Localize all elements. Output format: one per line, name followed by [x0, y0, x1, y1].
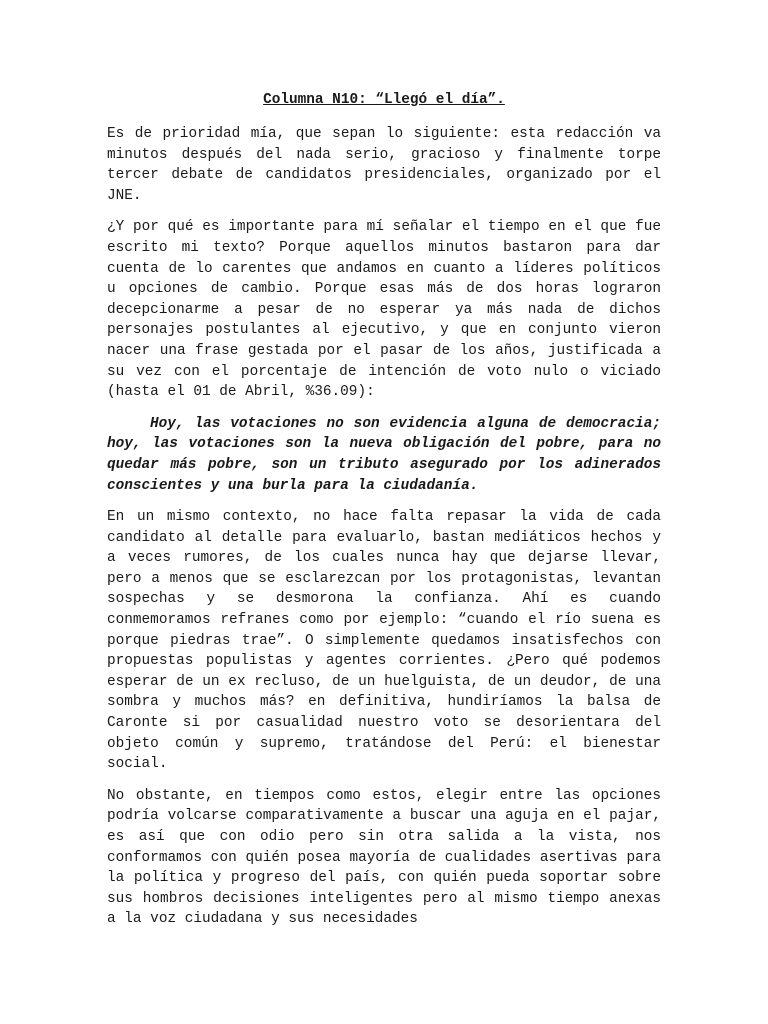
paragraph-why-time: ¿Y por qué es importante para mí señalar el tiempo en el que fue escrito mi texto? Porque aquellos minutos bastaron para dar cuenta de lo carentes que andamos en cuanto a líderes políticos u opciones de cambio. Porque esas más de dos horas lograron decepcionarme a pesar de no esperar ya más nada de dichos personajes postulantes al ejecutivo, y que en conjunto vieron nacer una frase gestada por el pasar de los años, justificada a su vez con el porcentaje de intención de voto nulo o viciado (hasta el 01 de Abril, %36.09): — [107, 219, 661, 401]
document-title: Columna N10: “Llegó el día”. — [263, 92, 505, 108]
paragraph-no-obstante: No obstante, en tiempos como estos, elegir entre las opciones podría volcarse comparativamente a buscar una aguja en el pajar, es así que con odio pero sin otra salida a la vista, nos conformamos con quién posea mayoría de cualidades asertivas para la política y progreso del país, con quién pueda soportar sobre sus hombros decisiones inteligentes pero al mismo tiempo anexas a la voz ciudadana y sus necesidades — [107, 787, 661, 928]
paragraph-intro: Es de prioridad mía, que sepan lo siguiente: esta redacción va minutos después del nada serio, gracioso y finalmente torpe tercer debate de candidatos presidenciales, organizado por el JNE. — [107, 126, 661, 204]
highlighted-quote: Hoy, las votaciones no son evidencia alguna de democracia; hoy, las votaciones son la nueva obligación del pobre, para no quedar más pobre, son un tributo asegurado por los adinerados conscientes y una burla para la ciudadanía. — [107, 415, 661, 494]
paragraph-context: En un mismo contexto, no hace falta repasar la vida de cada candidato al detalle para evaluarlo, bastan mediáticos hechos y a veces rumores, de los cuales nunca hay que dejarse llevar, pero a menos que se esclarezcan por los protagonistas, levantan sospechas y se desmorona la confianza. Ahí es cuando conmemoramos refranes como por ejemplo: “cuando el río suena es porque piedras trae”. O simplemente quedamos insatisfechos con propuestas populistas y agentes corrientes. ¿Pero qué podemos esperar de un ex recluso, de un huelguista, de un deudor, de una sombra y muchos más? en definitiva, hundiríamos la balsa de Caronte si por casualidad nuestro voto se desorientara del objeto común y supremo, tratándose del Perú: el bienestar social. — [107, 509, 661, 773]
